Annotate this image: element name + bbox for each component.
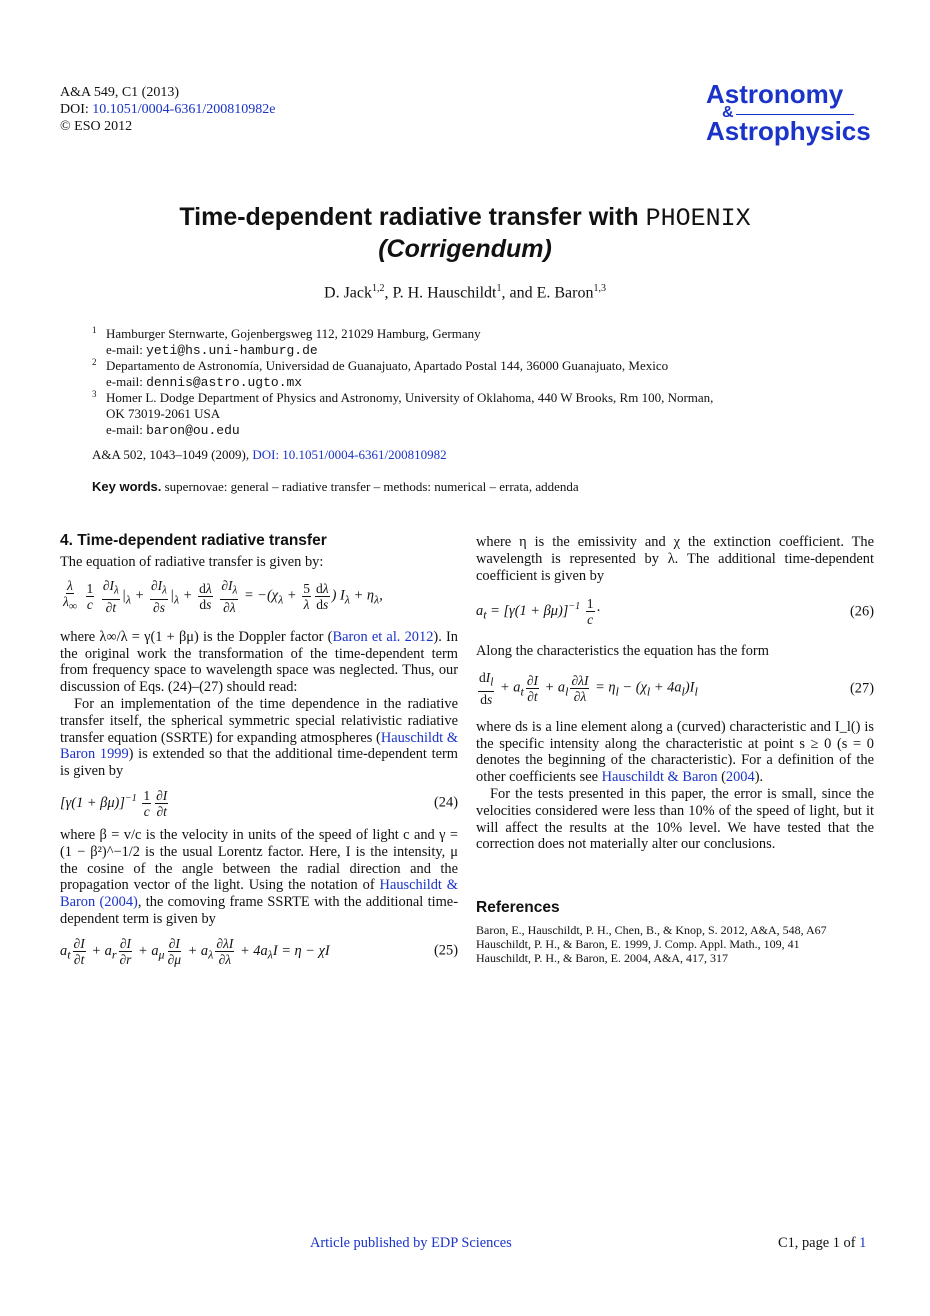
affiliation-3 xyxy=(92,390,713,438)
article-meta xyxy=(60,84,275,135)
equation-number: (27) xyxy=(850,680,874,697)
email-address[interactable]: yeti@hs.uni-hamburg.de xyxy=(146,342,318,358)
affiliation-1 xyxy=(92,326,713,358)
citation-link[interactable]: Hauschildt & Baron (2004) xyxy=(60,877,458,911)
author-1: D. Jack xyxy=(324,284,372,302)
paragraph-emissivity: where η is the emissivity and χ the extinction coefficient. The wavelength is represented by λ. The additional time-dependent coefficient is given by xyxy=(476,534,874,584)
section-heading: 4. Time-dependent radiative transfer xyxy=(60,532,327,549)
email-label: e-mail: xyxy=(106,373,147,389)
equation-24: $[\gamma(1 + \beta\mu)]^{-1}$ $\frac{1}{c}$ $\frac{\partial I}{\partial t}$ (24) xyxy=(60,787,458,819)
doi-link[interactable]: 10.1051/0004-6361/200810982e xyxy=(92,102,276,117)
doi-label: DOI: xyxy=(60,102,93,117)
title-main: Time-dependent radiative transfer with xyxy=(179,203,646,231)
affiliation-number: 2 xyxy=(92,357,97,368)
affiliation-address: Departamento de Astronomía, Universidad de Guanajuato, Apartado Postal 144, 36000 Guanajuato, Mexico xyxy=(106,358,669,374)
reference-item: Hauschildt, P. H., & Baron, E. 2004, A&A, 417, 317 xyxy=(476,951,728,966)
original-article-reference xyxy=(92,447,447,463)
intro-text: The equation of radiative transfer is given by: xyxy=(60,554,324,570)
paragraph-text: where β = v/c is the velocity in units of the speed of light c and γ = (1 − β²)^−1/2 is the usual Lorentz factor. Here, I is the intensity, μ the cosine of the angle between the radial direction and the propagation vector of the light. Using the notation of xyxy=(60,826,458,894)
equation-27: $\frac{dI_l}{ds}$ + $a_t$ $\frac{\partial I}{\partial t}$ + $a_l$ $\frac{\partial\lambda I}{\partial\lambda}$ = $\eta_l - (\chi_l + 4a_l)I_l$ (27) xyxy=(479,670,874,707)
paragraph-implementation xyxy=(60,696,458,780)
references-heading: References xyxy=(476,899,560,917)
author-3: , and E. Baron xyxy=(501,284,594,302)
paragraph-doppler xyxy=(60,629,458,696)
citation-link[interactable]: Hauschildt & Baron xyxy=(601,769,718,786)
paragraph-text: ). In the original work the transformation of the time-dependent term from frequency space to wavelength space was neglected. Thus, our discussion of Eqs. (24)–(27) should read: xyxy=(60,628,458,696)
paragraph-characteristics: Along the characteristics the equation has the form xyxy=(476,643,769,660)
journal-logo xyxy=(706,80,876,144)
affiliation-address: Homer L. Dodge Department of Physics and Astronomy, University of Oklahoma, 440 W Brooks, Rm 100, Norman, xyxy=(106,390,714,406)
paragraph-lorentz xyxy=(60,827,458,928)
paragraph-line-element xyxy=(476,719,874,786)
equation-rte: $\frac{\lambda}{\lambda_\infty}$ $\frac{1}{c}$ $\frac{\partial I_\lambda}{\partial t}$ $|_\lambda$ + $\frac{\partial I_\lambda}{\partial s}$ $|_\lambda$ + $\frac{d\lambda}{ds}$ $\frac{\partial I_\lambda}{\partial\lambda}$ = $-(\chi_\lambda$ + $\frac{5}{\lambda}$ $\frac{d\lambda}{ds}$ ) $I_\lambda + \eta_\lambda$, xyxy=(63,578,383,616)
author-1-affil: 1,2 xyxy=(372,283,385,294)
logo-ampersand: & xyxy=(706,108,876,118)
affiliation-email-line xyxy=(106,342,713,359)
doi-line xyxy=(60,101,275,118)
reference-item: Baron, E., Hauschildt, P. H., Chen, B., & Knop, S. 2012, A&A, 548, A67 xyxy=(476,923,827,938)
reference-list xyxy=(476,923,874,965)
email-label: e-mail: xyxy=(106,341,147,357)
paragraph-text: For an implementation of the time dependence in the radiative transfer itself, the spherical symmetric special relativistic radiative transfer equation (SSRTE) for expanding atmospheres ( xyxy=(60,695,458,746)
left-column xyxy=(60,532,458,975)
author-list xyxy=(0,283,930,302)
keywords-text: supernovae: general – radiative transfer – methods: numerical – errata, addenda xyxy=(161,479,579,494)
email-label: e-mail: xyxy=(106,421,147,437)
author-3-affil: 1,3 xyxy=(593,283,606,294)
equation-number: (26) xyxy=(850,603,874,620)
logo-astrophysics: Astrophysics xyxy=(706,116,871,146)
equation-25: $a_t$ $\frac{\partial I}{\partial t}$ + $a_r$ $\frac{\partial I}{\partial r}$ + $a_\mu$ $\frac{\partial I}{\partial\mu}$ + $a_\lambda$ $\frac{\partial\lambda I}{\partial\lambda}$ + $4a_\lambda I = \eta - \chi I$ (25) xyxy=(60,935,458,967)
paragraph-text: where λ∞/λ = γ(1 + βμ) is the Doppler factor ( xyxy=(60,628,333,645)
author-2-affil: 1 xyxy=(496,283,502,294)
page-number xyxy=(778,1235,866,1252)
original-ref-text: A&A 502, 1043–1049 (2009), xyxy=(92,447,253,462)
email-address[interactable]: baron@ou.edu xyxy=(146,422,240,438)
page-total-link[interactable]: 1 xyxy=(859,1235,867,1251)
publisher-link[interactable]: Article published by EDP Sciences xyxy=(310,1235,512,1251)
paragraph-tests: For the tests presented in this paper, the error is small, since the velocities considered were less than 10% of the speed of light, but it will affect the results at the 10% level. We have tested that the correction does not materially alter our conclusions. xyxy=(476,786,874,853)
affiliation-address: Hamburger Sternwarte, Gojenbergsweg 112, 21029 Hamburg, Germany xyxy=(106,326,481,341)
title-code: PHOENIX xyxy=(645,204,751,233)
citation-year-link[interactable]: 2004 xyxy=(725,769,755,786)
right-column xyxy=(476,534,874,965)
affiliation-address-cont: OK 73019-2061 USA xyxy=(106,405,221,421)
affiliation-2 xyxy=(92,358,713,390)
reference-item: Hauschildt, P. H., & Baron, E. 1999, J. Comp. Appl. Math., 109, 41 xyxy=(476,937,800,952)
logo-astronomy: Astronomy xyxy=(706,79,844,109)
article-title xyxy=(0,202,930,265)
title-subtitle: (Corrigendum) xyxy=(378,235,552,263)
email-address[interactable]: dennis@astro.ugto.mx xyxy=(146,374,303,390)
page-label: C1, page 1 of xyxy=(778,1235,860,1251)
paragraph-text: ). xyxy=(754,769,764,786)
paragraph-text: ) is extended so that the additional time-dependent term is given by xyxy=(60,746,458,780)
paragraph-text: where ds is a line element along a (curved) characteristic and I_l() is the specific intensity along the characteristic at point s ≥ 0 (s = 0 denotes the beginning of the characteristic). For a definition of the other coefficients see xyxy=(476,718,874,786)
citation-link[interactable]: Baron et al. 2012 xyxy=(332,628,434,645)
equation-number: (24) xyxy=(434,795,458,812)
affiliation-email-line xyxy=(106,422,713,439)
author-2: , P. H. Hauschildt xyxy=(384,284,497,302)
keywords xyxy=(92,479,579,495)
citation-link[interactable]: Hauschildt & Baron 1999 xyxy=(60,729,459,763)
paragraph-text: , the comoving frame SSRTE with the additional time-dependent term is given by xyxy=(60,894,458,927)
affiliation-number: 3 xyxy=(92,389,97,400)
equation-26: $a_t = [\gamma(1 + \beta\mu)]^{-1}$ $\frac{1}{c}$ · (26) xyxy=(476,596,874,628)
affiliation-email-line xyxy=(106,374,713,391)
equation-number: (25) xyxy=(434,942,458,959)
original-doi-link[interactable]: DOI: 10.1051/0004-6361/200810982 xyxy=(252,447,447,462)
keywords-label: Key words. xyxy=(92,479,162,494)
affiliation-number: 1 xyxy=(92,325,97,335)
paragraph-text: ( xyxy=(717,769,726,786)
citation: A&A 549, C1 (2013) xyxy=(60,85,179,100)
affiliations xyxy=(92,326,713,438)
copyright: © ESO 2012 xyxy=(60,119,133,134)
